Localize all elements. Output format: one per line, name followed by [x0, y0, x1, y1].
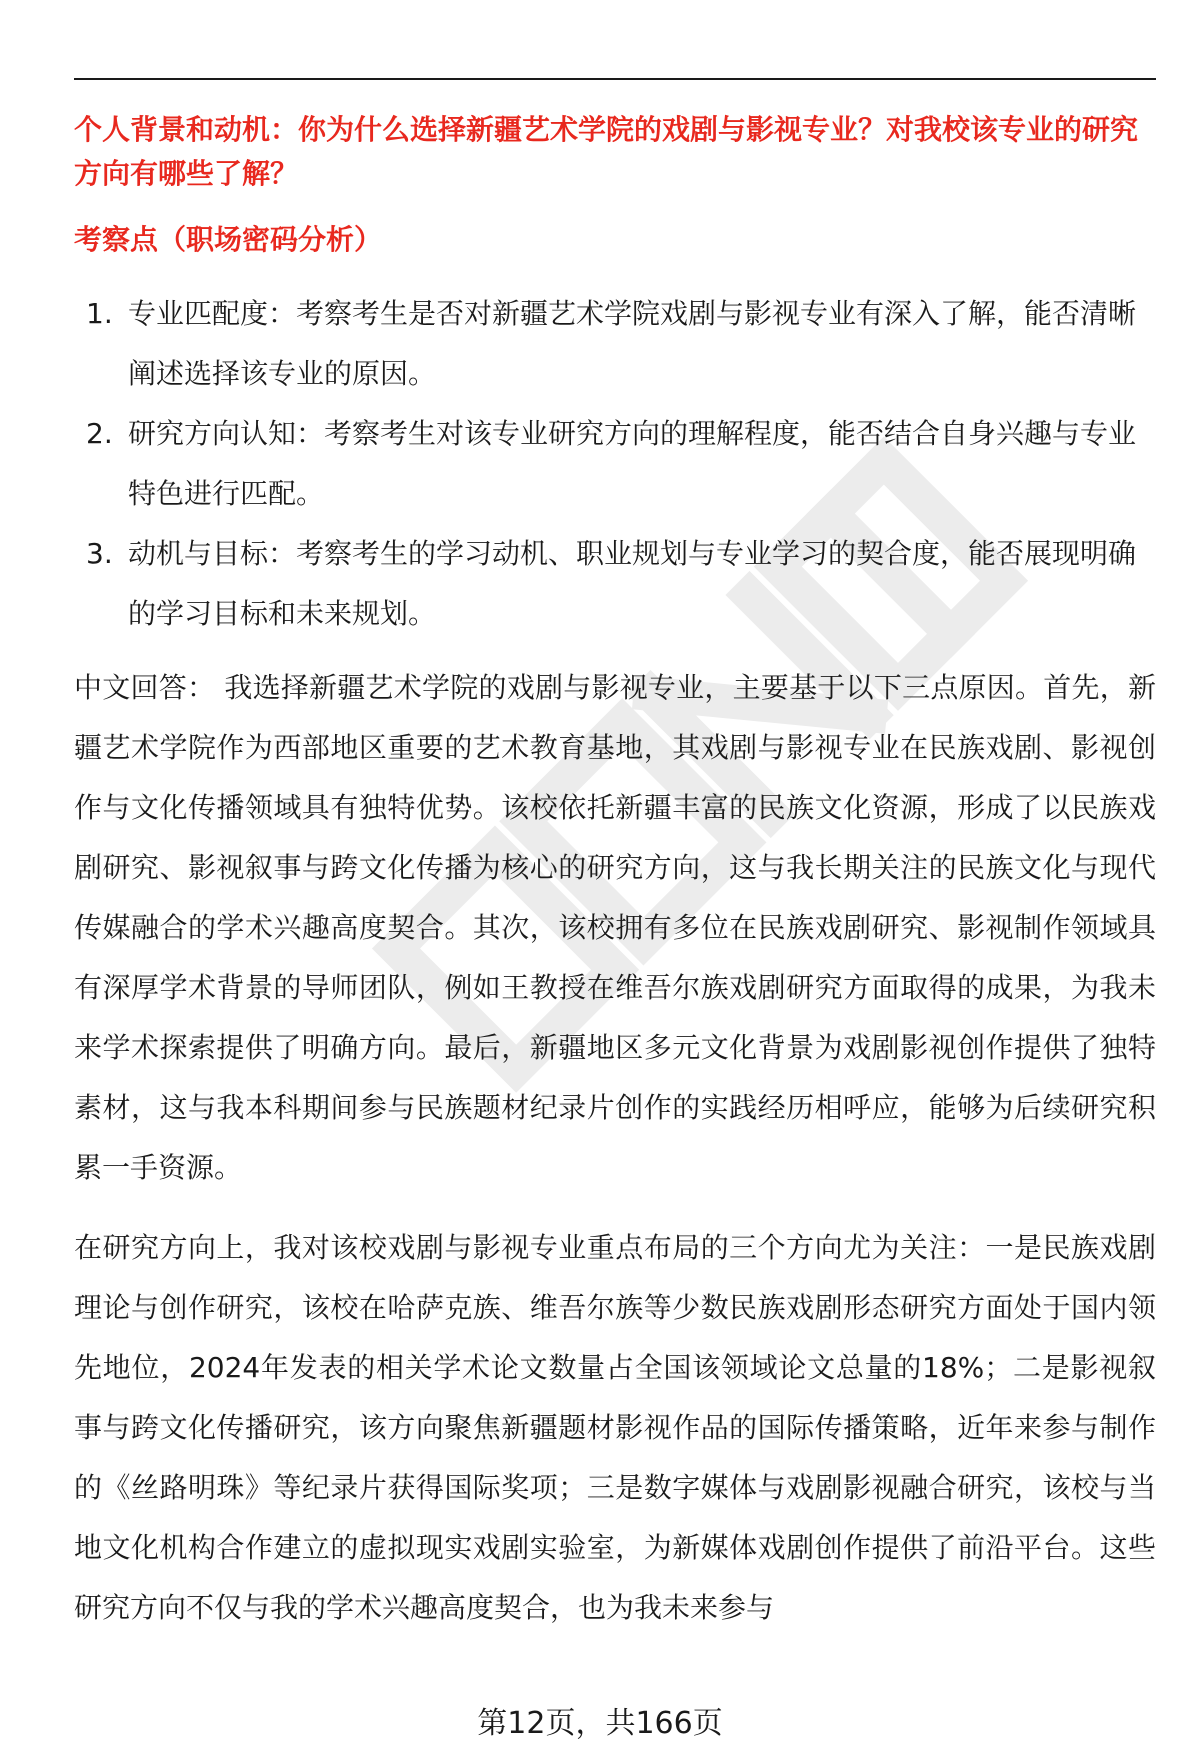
- answer-paragraph-2: 在研究方向上，我对该校戏剧与影视专业重点布局的三个方向尤为关注：一是民族戏剧理论与创作研究，该校在哈萨克族、维吾尔族等少数民族戏剧形态研究方面处于国内领先地位，2024年发表的相关学术论文数量占全国该领域论文总量的18%；二是影视叙事与跨文化传播研究，该方向聚焦新疆题材影视作品的国际传播策略，近年来参与制作的《丝路明珠》等纪录片获得国际奖项；三是数字媒体与戏剧影视融合研究，该校与当地文化机构合作建立的虚拟现实戏剧实验室，为新媒体戏剧创作提供了前沿平台。这些研究方向不仅与我的学术兴趣高度契合，也为我未来参与: [74, 1231, 1156, 1624]
- list-item-text: 动机与目标：考察考生的学习动机、职业规划与专业学习的契合度，能否展现明确的学习目标和未来规划。: [128, 537, 1137, 630]
- top-rule: [74, 78, 1156, 80]
- list-item-number: 1.: [86, 297, 113, 330]
- page-content: [74, 108, 1156, 1638]
- list-item: [74, 404, 1156, 524]
- answer-paragraph-1: 中文回答： 我选择新疆艺术学院的戏剧与影视专业，主要基于以下三点原因。首先，新疆艺术学院作为西部地区重要的艺术教育基地，其戏剧与影视专业在民族戏剧、影视创作与文化传播领域具有独特优势。该校依托新疆丰富的民族文化资源，形成了以民族戏剧研究、影视叙事与跨文化传播为核心的研究方向，这与我长期关注的民族文化与现代传媒融合的学术兴趣高度契合。其次，该校拥有多位在民族戏剧研究、影视制作领域具有深厚学术背景的导师团队，例如王教授在维吾尔族戏剧研究方面取得的成果，为我未来学术探索提供了明确方向。最后，新疆地区多元文化背景为戏剧影视创作提供了独特素材，这与我本科期间参与民族题材纪录片创作的实践经历相呼应，能够为后续研究积累一手资源。: [74, 671, 1156, 1184]
- list-item-text: 专业匹配度：考察考生是否对新疆艺术学院戏剧与影视专业有深入了解，能否清晰阐述选择该专业的原因。: [128, 297, 1137, 390]
- list-item-number: 2.: [86, 417, 113, 450]
- list-item: [74, 284, 1156, 404]
- question-heading: 个人背景和动机：你为什么选择新疆艺术学院的戏剧与影视专业？对我校该专业的研究方向有哪些了解？: [74, 113, 1139, 190]
- list-item: [74, 524, 1156, 644]
- page-number-footer: 第12页，共166页: [477, 1706, 723, 1741]
- section-title: 考察点（职场密码分析）: [74, 223, 383, 256]
- assessment-points-list: [74, 284, 1156, 644]
- list-item-number: 3.: [86, 537, 113, 570]
- list-item-text: 研究方向认知：考察考生对该专业研究方向的理解程度，能否结合自身兴趣与专业特色进行匹配。: [128, 417, 1137, 510]
